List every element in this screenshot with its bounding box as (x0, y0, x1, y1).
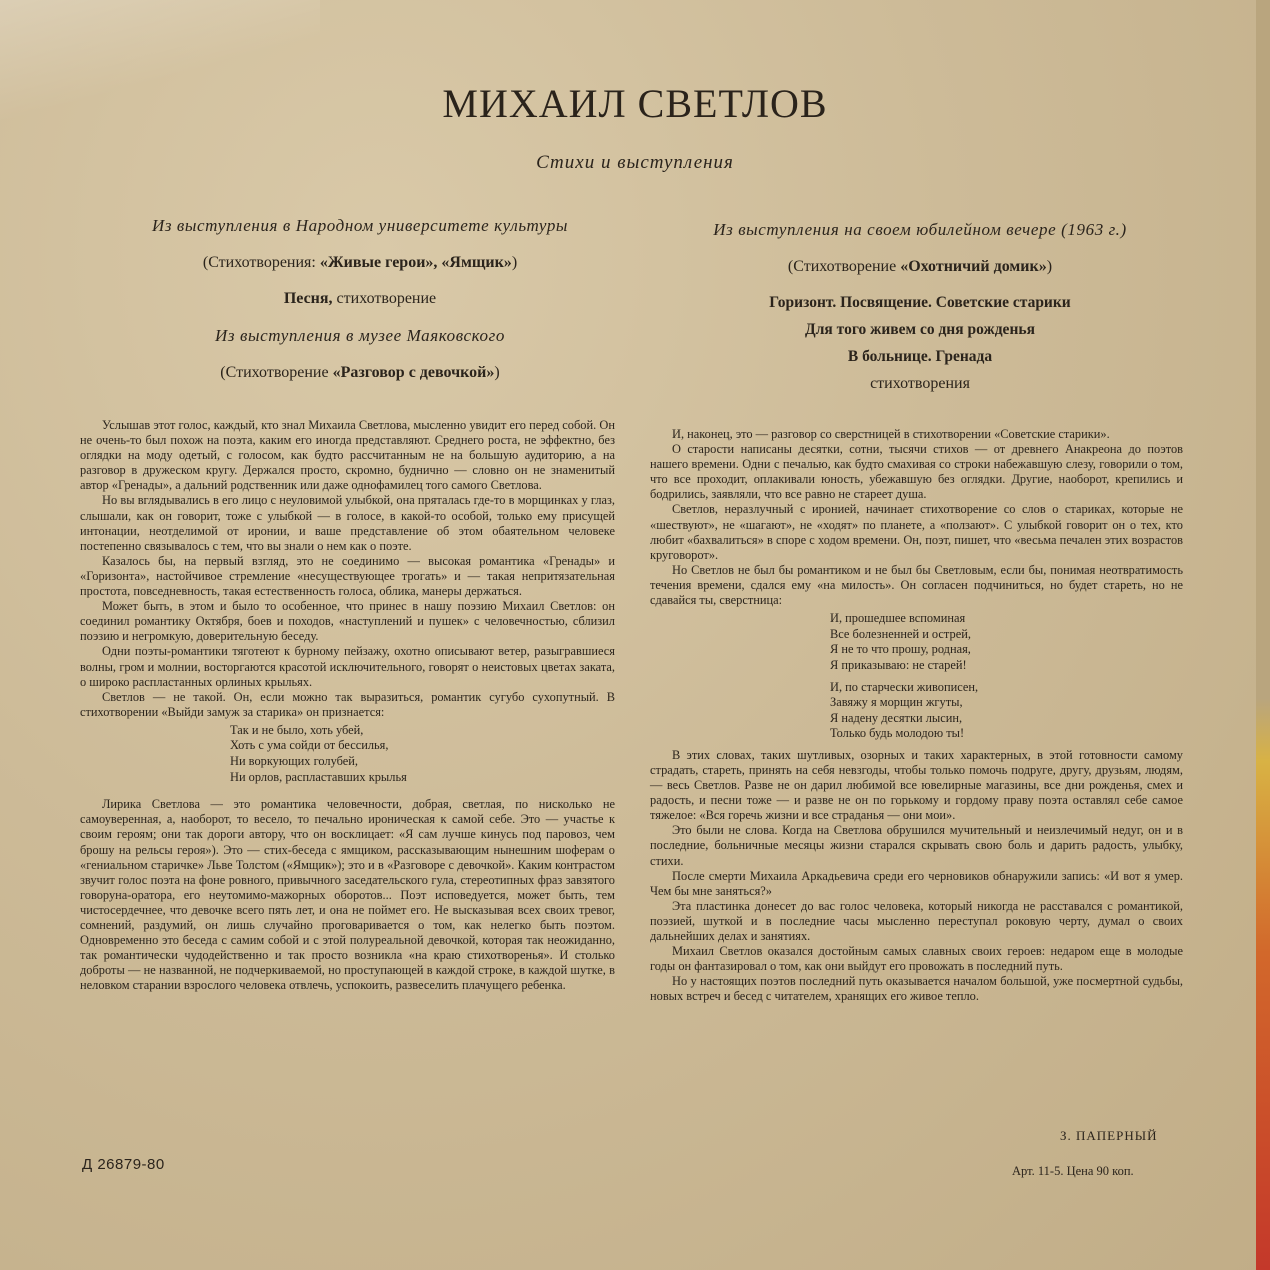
verse-line: Ни воркующих голубей, (230, 754, 358, 769)
paragraph: Но у настоящих поэтов последний путь оказывается началом большой, уже посмертной судьбы, новых встреч и бесед с читателем, хранящих его живое тепло. (650, 974, 1183, 1004)
paragraph: Эта пластинка донесет до вас голос человека, который никогда не расставался с романтикой, поэзией, шуткой и в последние часы мысленно переступал роковую черту, думал о своих дальнейших делах и занятиях. (650, 898, 1183, 943)
right-heading-line2-prefix: (Стихотворение (787, 258, 901, 275)
paragraph: О старости написаны десятки, сотни, тысячи стихов — от древнего Анакреона до поэтов нашего времени. Одни с печалью, как будто смахивая со строки набежавшую слезу, говорили о том, что все проходит, оплакивали юность, убежавшую без оглядки. Другие, наоборот, крепились и бодрились, заявляли, что все равно не стареет душа. (650, 442, 1183, 502)
right-heading-line4: Для того живем со дня рожденья (805, 321, 1035, 338)
paragraph: Светлов, неразлучный с иронией, начинает стихотворение со слов о стариках, которые не «шествуют», не «шагают», не «ходят» по планете, а «ползают». С улыбкой говорит он о тех, кто любит «бахвалиться» в споре с ходом времени. Он, поэт, пишет, что «весьма печален этих возрастов круговорот». (650, 502, 1183, 562)
paragraph: В этих словах, таких шутливых, озорных и таких характерных, в этой готовности самому страдать, стареть, принять на себя невзгоды, чтобы только помочь подруге, другу, друзьям, людям, — весь Светлов. Разве не он дарил любимой все ювелирные магазины, все дни рожденья, смех и радость, и песни тоже — и разве не он по горькому и гордому праву поэта оставлял себе самое тяжелое: «Вся горечь жизни и все страданья — они мои». (650, 747, 1183, 823)
verse-line: Я надену десятки лысин, (830, 710, 963, 725)
left-heading (80, 216, 640, 400)
left-heading-line2-prefix: (Стихотворения: (202, 254, 320, 271)
paragraph: Но вы вглядывались в его лицо с неуловимой улыбкой, она пряталась где-то в морщинках у глаз, слышали, как он говорит, тоже с улыбкой — в голосе, в какой-то особой, только ему присущей интонации, неотделимой от иронии, и ваше представление об этом обаятельном человеке постепенно связывалось с тем, что вы знали о нем как о поэте. (80, 493, 615, 553)
left-heading-line2 (80, 254, 640, 272)
left-article-column (80, 418, 615, 993)
verse-line: Все болезненней и острей, (830, 626, 971, 641)
left-heading-line5 (80, 364, 640, 382)
verse-line: Только будь молодою ты! (830, 726, 965, 741)
right-heading-line1: Из выступления на своем юбилейном вечере (1963 г.) (713, 220, 1127, 239)
left-heading-line1: Из выступления в Народном университете культуры (151, 216, 569, 235)
left-heading-line5-bold: «Разговор с девочкой» (332, 364, 495, 381)
paragraph: Но Светлов не был бы романтиком и не был бы Светловым, если бы, понимая неотвратимость течения времени, сдался ему «на милость». Он согласен подчиниться, но будет стареть, но не сдавайся ты, сверстница: (650, 562, 1183, 608)
right-heading-line6: стихотворения (870, 375, 970, 392)
page-title: МИХАИЛ СВЕТЛОВ (442, 81, 828, 126)
price-label: Арт. 11-5. Цена 90 коп. (1012, 1164, 1134, 1178)
right-heading-line2-bold: «Охотничий домик» (900, 258, 1047, 275)
right-heading-line5: В больнице. Гренада (847, 348, 993, 365)
right-heading-line2-suffix: ) (1046, 258, 1053, 275)
sleeve-edge-stripe (1256, 0, 1270, 1270)
paragraph: Это были не слова. Когда на Светлова обрушился мучительный и неизлечимый недуг, он и в последние, больничные месяцы жизни старался скрывать свою боль и дарить радость, улыбку, стихи. (650, 823, 1183, 868)
verse-line: Завяжу я морщин жгуты, (830, 695, 963, 710)
left-heading-line2-bold: «Живые герои», «Ямщик» (319, 254, 512, 271)
paragraph: После смерти Михаила Аркадьевича среди его черновиков обнаружили запись: «И вот я умер. Чем бы мне заняться?» (650, 868, 1183, 898)
right-heading (640, 220, 1200, 411)
verse-quote (830, 611, 1183, 673)
verse-line: Так и не было, хоть убей, (230, 722, 364, 737)
left-heading-line3-rest: стихотворение (332, 290, 437, 307)
paragraph: И, наконец, это — разговор со сверстницей в стихотворении «Советские старики». (672, 427, 1110, 441)
paragraph: Может быть, в этом и было то особенное, что принес в нашу поэзию Михаил Светлов: он соединил романтику Октября, боев и походов, «наступлений и пушек» с человечностью, сблизил поэзию и негромкую, доверительную беседу. (80, 599, 615, 644)
left-heading-line5-suffix: ) (494, 364, 500, 381)
author-signature: З. ПАПЕРНЫЙ (1060, 1128, 1158, 1143)
left-heading-line3-bold: Песня, (283, 290, 333, 307)
verse-line: И, прошедшее вспоминая (830, 611, 966, 626)
verse-line: И, по старчески живописен, (830, 679, 979, 694)
paragraph: Лирика Светлова — это романтика человечности, добрая, светлая, по нисколько не самоуверенная, а, наоборот, то весело, то печально ироническая к самой себе. Это — участье к своим героям; они так дороги автору, что он восклицает: «Я сам лучше кинусь под паровоз, чем брошу на рельсы героя»). Это — стих-беседа с ямщиком, рассказывающим нынешним шоферам о «гениальном старичке» Льве Толстом («Ямщик»); это и в «Разговоре с девочкой». Каким контрастом звучит голос поэта на фоне ровного, привычного заседательского гула, стереотипных фраз завзятого говоруна-оратора, его неутомимо-мажорных оборотов... Поэт исповедуется, может быть, тем чистосердечнее, что девочке всего пять лет, и она не поймет его. Не высказывая всех своих тревог, сомнений, раздумий, он лишь случайно проговаривается о том, как нелегко быть поэтом. Одновременно это беседа с самим собой и с этой полуреальной девочкой, которая так неожиданно, так романтически чудодейственно и так просто возникла «на краю стихотворенья». И столько доброты — не названной, не подчеркиваемой, но проступающей в каждой строке, в каждой шутке, в неловком старании взрослого человека отвлечь, успокоить, развеселить плачущего ребенка. (80, 797, 615, 993)
paragraph: Казалось бы, на первый взгляд, это не соединимо — высокая романтика «Гренады» и «Горизонта», настойчивое стремление «несуществующее трогать» и — такая непритязательная простота, повседневность, такая естественность голоса, облика, манеры держаться. (80, 553, 615, 599)
right-article-column (650, 427, 1183, 1004)
paragraph: Услышав этот голос, каждый, кто знал Михаила Светлова, мысленно увидит его перед собой. Он не очень-то был похож на поэта, каким его иногда представляют. Среднего роста, не эффектно, без оглядки на моду одетый, с голосом, как будто рассчитанным не на большую аудиторию, а на разговор в дружеском кругу. Держался просто, скромно, буднично — словно он не знаменитый автор «Гренады», а дальний родственник или даже однофамилец того самого Светлова. (80, 418, 615, 493)
paragraph: Одни поэты-романтики тяготеют к бурному пейзажу, охотно описывают ветер, разыгравшиеся волны, гром и молнии, восторгаются красотой исключительного, говорят о неистовых цветах заката, о широко распластанных орлиных крыльях. (80, 644, 615, 689)
left-heading-line4: Из выступления в музее Маяковского (215, 326, 505, 345)
catalog-number: Д 26879-80 (82, 1156, 165, 1173)
right-heading-line3: Горизонт. Посвящение. Советские старики (769, 294, 1071, 311)
verse-quote (830, 680, 1183, 742)
page-subtitle: Стихи и выступления (536, 152, 734, 173)
paragraph: Светлов — не такой. Он, если можно так выразиться, романтик сугубо сухопутный. В стихотворении «Выйди замуж за старика» он признается: (80, 689, 615, 719)
verse-line: Я не то что прошу, родная, (830, 642, 971, 657)
right-heading-line2 (640, 258, 1200, 276)
left-heading-line2-suffix: ) (511, 254, 518, 271)
verse-line: Я приказываю: не старей! (830, 657, 967, 672)
verse-line: Ни орлов, распластавших крылья (230, 769, 407, 784)
verse-line: Хоть с ума сойди от бессилья, (230, 738, 389, 753)
paragraph: Михаил Светлов оказался достойным самых славных своих героев: недаром еще в молодые годы он фантазировал о том, как они выйдут его провожать в последний путь. (650, 944, 1183, 974)
left-heading-line3 (80, 290, 640, 308)
verse-quote (230, 723, 615, 785)
left-heading-line5-prefix: (Стихотворение (220, 364, 333, 381)
